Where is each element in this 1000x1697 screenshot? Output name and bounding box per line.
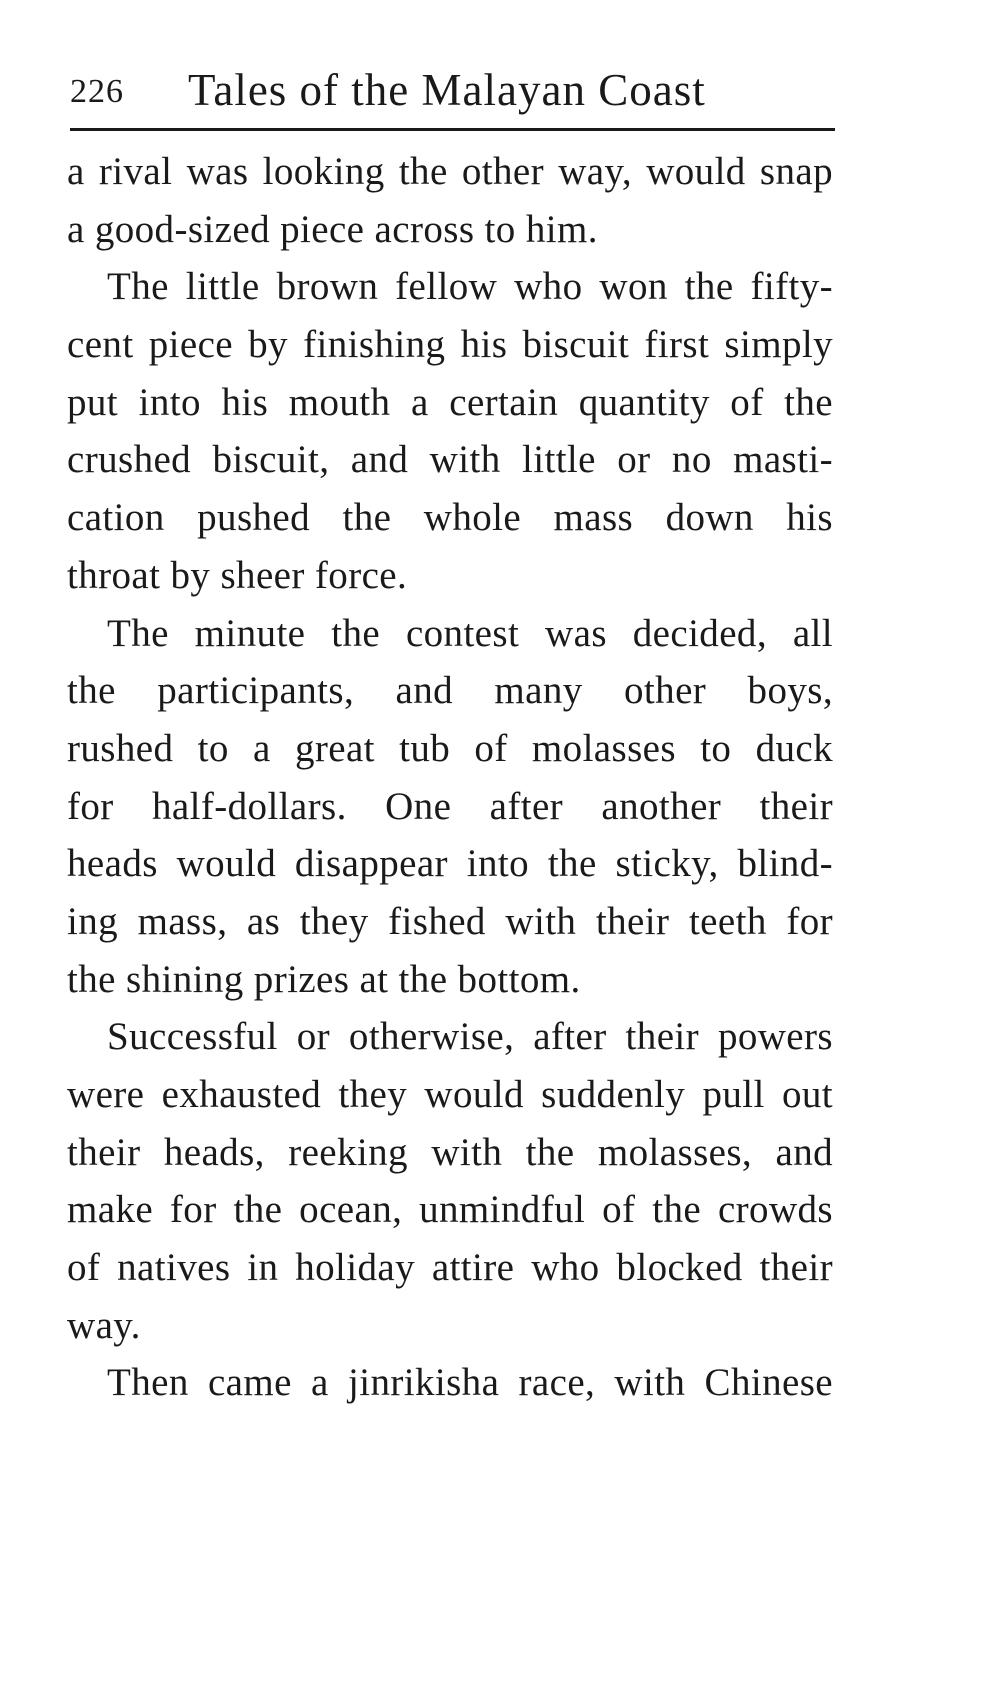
text-line: their heads, reeking with the molasses, and xyxy=(67,1130,833,1174)
text-line: for half-dollars. One after another their xyxy=(67,784,833,828)
text-line: of natives in holiday attire who blocked their xyxy=(67,1246,833,1290)
paragraph-first-line: The little brown fellow who won the fifty- xyxy=(107,265,833,309)
text-line: a rival was looking the other way, would snap xyxy=(67,150,833,193)
page-header xyxy=(70,60,840,120)
text-line: the participants, and many other boys, xyxy=(67,669,833,713)
text-line: way. xyxy=(67,1303,141,1347)
body-text xyxy=(67,143,833,1412)
text-line: put into his mouth a certain quantity of the xyxy=(67,380,833,424)
text-line: cent piece by finishing his biscuit first simply xyxy=(67,323,833,367)
text-line: were exhausted they would suddenly pull out xyxy=(67,1073,833,1116)
text-line: rushed to a great tub of molasses to duck xyxy=(67,726,833,770)
paragraph-first-line: The minute the contest was decided, all xyxy=(107,611,833,655)
running-title: Tales of the Malayan Coast xyxy=(188,65,706,115)
header-rule xyxy=(70,128,835,131)
text-line: make for the ocean, unmindful of the crowds xyxy=(67,1188,833,1232)
text-line: crushed biscuit, and with little or no masti- xyxy=(67,438,833,482)
page-number: 226 xyxy=(70,73,124,110)
text-line: heads would disappear into the sticky, blind- xyxy=(67,842,833,886)
paragraph-first-line: Successful or otherwise, after their powers xyxy=(107,1015,833,1059)
paragraph-first-line: Then came a jinrikisha race, with Chinese xyxy=(107,1361,833,1405)
text-line: a good-sized piece across to him. xyxy=(67,207,598,251)
text-line: the shining prizes at the bottom. xyxy=(67,957,581,1001)
text-line: ing mass, as they fished with their teeth for xyxy=(67,899,833,943)
text-line: throat by sheer force. xyxy=(67,553,408,597)
text-line: cation pushed the whole mass down his xyxy=(67,496,833,540)
